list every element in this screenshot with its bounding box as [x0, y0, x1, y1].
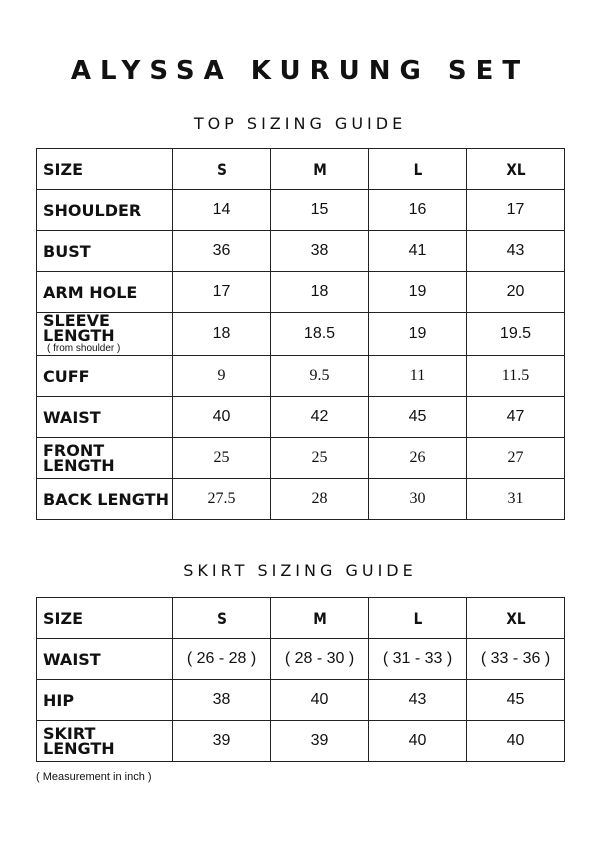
size-s-header: S: [180, 149, 263, 190]
row-label: BUST: [37, 231, 173, 272]
size-m-header: M: [278, 598, 361, 639]
value-cell: 47: [467, 397, 565, 438]
row-label: WAIST: [37, 639, 173, 680]
value-cell: 40: [271, 680, 369, 721]
row-label: [37, 313, 173, 356]
value-cell: 25: [271, 438, 369, 479]
measurement-footnote: ( Measurement in inch ): [36, 771, 152, 783]
value-cell: 26: [369, 438, 467, 479]
table-row: [37, 680, 565, 721]
value-cell: 18: [173, 313, 271, 356]
row-label: BACK LENGTH: [37, 479, 173, 520]
row-label: ARM HOLE: [37, 272, 173, 313]
value-cell: 31: [467, 479, 565, 520]
row-label: SKIRT LENGTH: [37, 721, 173, 762]
value-cell: 40: [369, 721, 467, 762]
value-cell: 11.5: [467, 356, 565, 397]
size-l-header: L: [376, 598, 459, 639]
value-cell: 39: [271, 721, 369, 762]
value-cell: 43: [467, 231, 565, 272]
value-cell: 36: [173, 231, 271, 272]
table-header-row: [37, 149, 565, 190]
value-cell: 18: [271, 272, 369, 313]
value-cell: 42: [271, 397, 369, 438]
row-label: SHOULDER: [37, 190, 173, 231]
table-row: [37, 397, 565, 438]
value-cell: 45: [467, 680, 565, 721]
value-cell: 30: [369, 479, 467, 520]
size-s-header: S: [180, 598, 263, 639]
value-cell: ( 33 - 36 ): [467, 639, 565, 680]
value-cell: 19.5: [467, 313, 565, 356]
row-label: CUFF: [37, 356, 173, 397]
table-row: [37, 479, 565, 520]
page-title: ALYSSA KURUNG SET: [70, 56, 530, 86]
value-cell: 40: [467, 721, 565, 762]
size-m-header: M: [278, 149, 361, 190]
value-cell: 14: [173, 190, 271, 231]
table-row: [37, 231, 565, 272]
table-row: [37, 721, 565, 762]
table-row: [37, 313, 565, 356]
value-cell: ( 31 - 33 ): [369, 639, 467, 680]
header-label: SIZE: [37, 598, 173, 639]
value-cell: 19: [369, 313, 467, 356]
row-label-note: ( from shoulder ): [47, 343, 121, 354]
size-xl-header: XL: [474, 149, 557, 190]
value-cell: 18.5: [271, 313, 369, 356]
table-row: [37, 639, 565, 680]
header-label: SIZE: [37, 149, 173, 190]
value-cell: 11: [369, 356, 467, 397]
row-label-text: SLEEVE LENGTH: [43, 311, 115, 345]
table-row: [37, 438, 565, 479]
value-cell: 19: [369, 272, 467, 313]
value-cell: ( 28 - 30 ): [271, 639, 369, 680]
top-sizing-heading: TOP SIZING GUIDE: [193, 114, 407, 133]
value-cell: 17: [467, 190, 565, 231]
table-header-row: [37, 598, 565, 639]
table-row: [37, 190, 565, 231]
table-row: [37, 272, 565, 313]
row-label: WAIST: [37, 397, 173, 438]
size-l-header: L: [376, 149, 459, 190]
value-cell: 20: [467, 272, 565, 313]
row-label: HIP: [37, 680, 173, 721]
value-cell: 9: [173, 356, 271, 397]
value-cell: 39: [173, 721, 271, 762]
value-cell: 43: [369, 680, 467, 721]
value-cell: 38: [271, 231, 369, 272]
skirt-sizing-table: [36, 597, 565, 762]
value-cell: 27.5: [173, 479, 271, 520]
value-cell: 28: [271, 479, 369, 520]
value-cell: 38: [173, 680, 271, 721]
skirt-sizing-heading: SKIRT SIZING GUIDE: [183, 561, 417, 580]
value-cell: 45: [369, 397, 467, 438]
table-row: [37, 356, 565, 397]
value-cell: 9.5: [271, 356, 369, 397]
value-cell: 25: [173, 438, 271, 479]
value-cell: 27: [467, 438, 565, 479]
value-cell: 40: [173, 397, 271, 438]
value-cell: 41: [369, 231, 467, 272]
value-cell: 16: [369, 190, 467, 231]
value-cell: 17: [173, 272, 271, 313]
top-sizing-table: [36, 148, 565, 520]
row-label: FRONT LENGTH: [37, 438, 173, 479]
size-xl-header: XL: [474, 598, 557, 639]
value-cell: 15: [271, 190, 369, 231]
value-cell: ( 26 - 28 ): [173, 639, 271, 680]
